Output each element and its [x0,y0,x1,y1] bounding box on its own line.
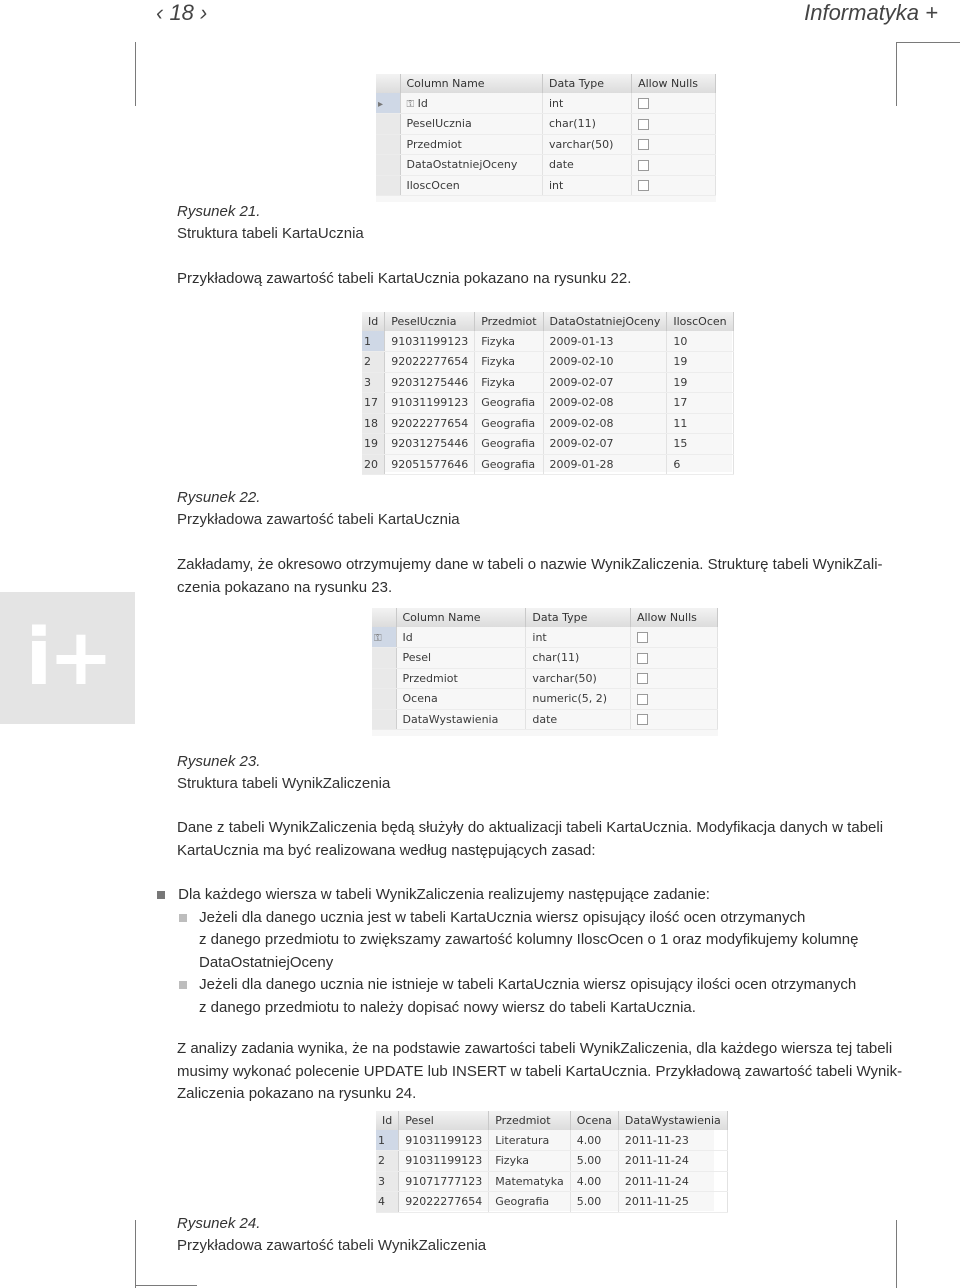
top-right-rule [897,42,960,43]
row-indicator [376,114,400,135]
table-row [376,1192,727,1213]
table-row [376,1130,727,1151]
allow-nulls-cell [632,175,716,196]
caption-number: Rysunek 22. [177,489,261,506]
table-cell: 2 [376,1151,399,1172]
table-cell: 17 [667,393,733,414]
col-header: Przedmiot [475,312,543,331]
table-cell: 92022277654 [399,1192,489,1213]
table-cell: 2011-11-24 [618,1171,727,1192]
col-header: Przedmiot [489,1111,571,1130]
row-indicator [376,155,400,176]
table-cell: 19 [667,352,733,373]
table-cell: 92031275446 [385,372,475,393]
col-header: Column Name [396,608,526,627]
allow-nulls-cell [630,709,717,730]
checkbox-icon [638,139,649,150]
sub-bullet-text: Jeżeli dla danego ucznia jest w tabeli KartaUcznia wiersz opisujący ilość ocen otrzymanych [199,908,806,926]
table-cell: Geografia [475,454,543,475]
sub-bullet-continuation: DataOstatniejOceny [199,953,334,971]
table-cell: 20 [362,454,385,475]
table-cell: 4.00 [570,1130,618,1151]
table-cell: 2009-01-28 [543,454,667,475]
sub-bullet-square-icon [179,981,187,989]
table-cell: 5.00 [570,1192,618,1213]
paragraph-2-line: Zakładamy, że okresowo otrzymujemy dane w tabeli o nazwie WynikZaliczenia. Strukturę tabeli WynikZali- [177,556,883,573]
table-cell: 91031199123 [385,393,475,414]
table-cell: Geografia [475,393,543,414]
row-header-col [376,74,400,93]
page-number: ‹ 18 › [156,0,208,25]
figure-23-caption [177,751,390,795]
bullet-text: Dla każdego wiersza w tabeli WynikZaliczenia realizujemy następujące zadanie: [178,886,710,903]
col-header: IloscOcen [667,312,733,331]
column-name-cell: ⚿ Id [400,93,543,114]
table-cell: 2009-02-10 [543,352,667,373]
checkbox-icon [638,160,649,171]
data-type-cell: date [543,155,632,176]
data-type-cell: int [526,627,631,648]
table-cell: Fizyka [475,352,543,373]
table-cell: 3 [362,372,385,393]
table-cell: Fizyka [489,1151,571,1172]
column-name-cell: Ocena [396,689,526,710]
col-header: Data Type [543,74,632,93]
row-indicator [376,93,400,114]
row-indicator [372,709,396,730]
table-row [362,352,733,373]
col-header: Data Type [526,608,631,627]
sub-bullet-item [179,974,947,997]
figure-22-table-content [362,312,732,472]
table-cell: 91031199123 [385,331,475,352]
column-name-cell: DataWystawienia [396,709,526,730]
allow-nulls-cell [632,93,716,114]
col-header: DataOstatniejOceny [543,312,667,331]
table-cell: 18 [362,413,385,434]
table-cell: 19 [667,372,733,393]
checkbox-icon [637,694,648,705]
figure-21-table-structure [376,74,716,202]
paragraph-3-line: KartaUcznia ma być realizowana według następujących zasad: [177,841,596,859]
table-row [376,1171,727,1192]
bullet-square-icon [157,891,165,899]
column-name-cell: Przedmiot [400,134,543,155]
data-type-cell: numeric(5, 2) [526,689,631,710]
paragraph-3 [177,817,939,862]
checkbox-icon [637,673,648,684]
table-cell: Fizyka [475,331,543,352]
sub-bullet-continuation: z danego przedmiotu to zwiększamy zawartość kolumny IloscOcen o 1 oraz modyfikujemy kolumnę [199,931,859,948]
table-row [362,434,733,455]
table-cell: Geografia [475,413,543,434]
sub-bullet-item [179,907,947,930]
table-cell: 10 [667,331,733,352]
paragraph-4-line: Zaliczenia pokazano na rysunku 24. [177,1085,417,1102]
row-indicator [376,134,400,155]
col-header: Id [376,1111,399,1130]
table-cell: 2009-02-08 [543,393,667,414]
table-cell: 92051577646 [385,454,475,475]
caption-number: Rysunek 24. [177,1215,261,1232]
table-cell: 2011-11-25 [618,1192,727,1213]
table-cell: 6 [667,454,733,475]
data-type-cell: date [526,709,631,730]
caption-text: Struktura tabeli WynikZaliczenia [177,775,391,792]
table-row [376,1151,727,1172]
row-header-col [372,608,396,627]
column-name-cell: PeselUcznia [400,114,543,135]
column-name-cell: Id [396,627,526,648]
table-cell: 2 [362,352,385,373]
table-cell: 92031275446 [385,434,475,455]
figure-22-caption [177,487,460,531]
table-cell: 2009-02-07 [543,434,667,455]
table-cell: Geografia [475,434,543,455]
col-header: Ocena [570,1111,618,1130]
caption-text: Struktura tabeli KartaUcznia [177,225,364,242]
table-cell: 15 [667,434,733,455]
checkbox-icon [637,632,648,643]
table-cell: 2011-11-24 [618,1151,727,1172]
table-cell: 3 [376,1171,399,1192]
paragraph-2 [177,554,939,599]
table-cell: 2009-01-13 [543,331,667,352]
table-row [362,393,733,414]
primary-key-icon: ⚿ [374,632,382,644]
table-cell: 92022277654 [385,413,475,434]
data-type-cell: int [543,175,632,196]
caption-text: Przykładowa zawartość tabeli KartaUcznia [177,511,460,528]
paragraph-3-line: Dane z tabeli WynikZaliczenia będą służyły do aktualizacji tabeli KartaUcznia. Modyfikacja danych w tabeli [177,819,884,836]
table-cell: Matematyka [489,1171,571,1192]
table-cell: 4 [376,1192,399,1213]
checkbox-icon [637,653,648,664]
figure-21-caption [177,201,364,245]
table-cell: 11 [667,413,733,434]
bullet-item [157,884,947,907]
paragraph-4-line: musimy wykonać polecenie UPDATE lub INSERT w tabeli KartaUcznia. Przykładową zawartość tabeli Wynik- [177,1062,903,1080]
allow-nulls-cell [632,155,716,176]
paragraph-4 [177,1038,939,1106]
table-cell: 5.00 [570,1151,618,1172]
data-type-cell: char(11) [526,648,631,669]
table-cell: 2009-02-07 [543,372,667,393]
top-right-vrule [896,42,897,106]
table-cell: 91031199123 [399,1151,489,1172]
bullet-list [157,884,947,1019]
col-header: Id [362,312,385,331]
journal-title: Informatyka + [804,0,938,25]
figure-24-table-content [376,1111,721,1211]
table-row [362,331,733,352]
col-header: PeselUcznia [385,312,475,331]
paragraph-2-line: czenia pokazano na rysunku 23. [177,578,393,596]
table-cell: Geografia [489,1192,571,1213]
sub-bullet-text: Jeżeli dla danego ucznia nie istnieje w tabeli KartaUcznia wiersz opisujący ilości ocen otrzymanych [199,976,857,993]
data-type-cell: char(11) [543,114,632,135]
col-header: Allow Nulls [630,608,717,627]
allow-nulls-cell [630,689,717,710]
allow-nulls-cell [632,114,716,135]
table-row [362,372,733,393]
allow-nulls-cell [632,134,716,155]
bottom-left-hrule [135,1285,197,1286]
side-logo-text: i+ [25,613,110,703]
paragraph-4-line: Z analizy zadania wynika, że na podstawie zawartości tabeli WynikZaliczenia, dla każdego wiersza tej tabeli [177,1040,893,1057]
col-header: Allow Nulls [632,74,716,93]
data-type-cell: int [543,93,632,114]
caption-number: Rysunek 21. [177,203,261,220]
caption-text: Przykładowa zawartość tabeli WynikZaliczenia [177,1237,487,1254]
table-row [362,413,733,434]
allow-nulls-cell [630,627,717,648]
sub-bullet-continuation: z danego przedmiotu to należy dopisać nowy wiersz do tabeli KartaUcznia. [199,998,696,1016]
data-type-cell: varchar(50) [526,668,631,689]
column-name-cell: Przedmiot [396,668,526,689]
row-indicator [372,648,396,669]
bottom-right-rule [896,1220,897,1288]
key-icon: ▸ [378,98,384,110]
checkbox-icon [637,714,648,725]
table-cell: 4.00 [570,1171,618,1192]
col-header: Pesel [399,1111,489,1130]
sub-bullet-square-icon [179,914,187,922]
table-row [362,454,733,475]
side-logo-badge [0,592,135,724]
table-cell: 19 [362,434,385,455]
caption-number: Rysunek 23. [177,753,261,770]
figure-23-table-structure [372,608,718,736]
row-indicator [372,668,396,689]
row-indicator [376,175,400,196]
allow-nulls-cell [630,668,717,689]
checkbox-icon [638,119,649,130]
column-name-cell: DataOstatniejOceny [400,155,543,176]
table-cell: 1 [376,1130,399,1151]
primary-key-icon: ⚿ [406,98,415,110]
table-cell: 17 [362,393,385,414]
table-cell: Fizyka [475,372,543,393]
table-cell: 2009-02-08 [543,413,667,434]
checkbox-icon [638,180,649,191]
checkbox-icon [638,98,649,109]
data-type-cell: varchar(50) [543,134,632,155]
row-indicator [372,689,396,710]
allow-nulls-cell [630,648,717,669]
column-name-cell: IloscOcen [400,175,543,196]
col-header: Column Name [400,74,543,93]
paragraph-1: Przykładową zawartość tabeli KartaUcznia pokazano na rysunku 22. [177,270,632,287]
table-cell: 91031199123 [399,1130,489,1151]
bottom-left-rule [135,1220,136,1288]
table-cell: 91071777123 [399,1171,489,1192]
table-cell: Literatura [489,1130,571,1151]
row-indicator [372,627,396,648]
table-cell: 1 [362,331,385,352]
table-cell: 92022277654 [385,352,475,373]
col-header: DataWystawienia [618,1111,727,1130]
top-left-rule [135,42,136,106]
column-name-cell: Pesel [396,648,526,669]
figure-24-caption [177,1213,486,1257]
table-cell: 2011-11-23 [618,1130,727,1151]
